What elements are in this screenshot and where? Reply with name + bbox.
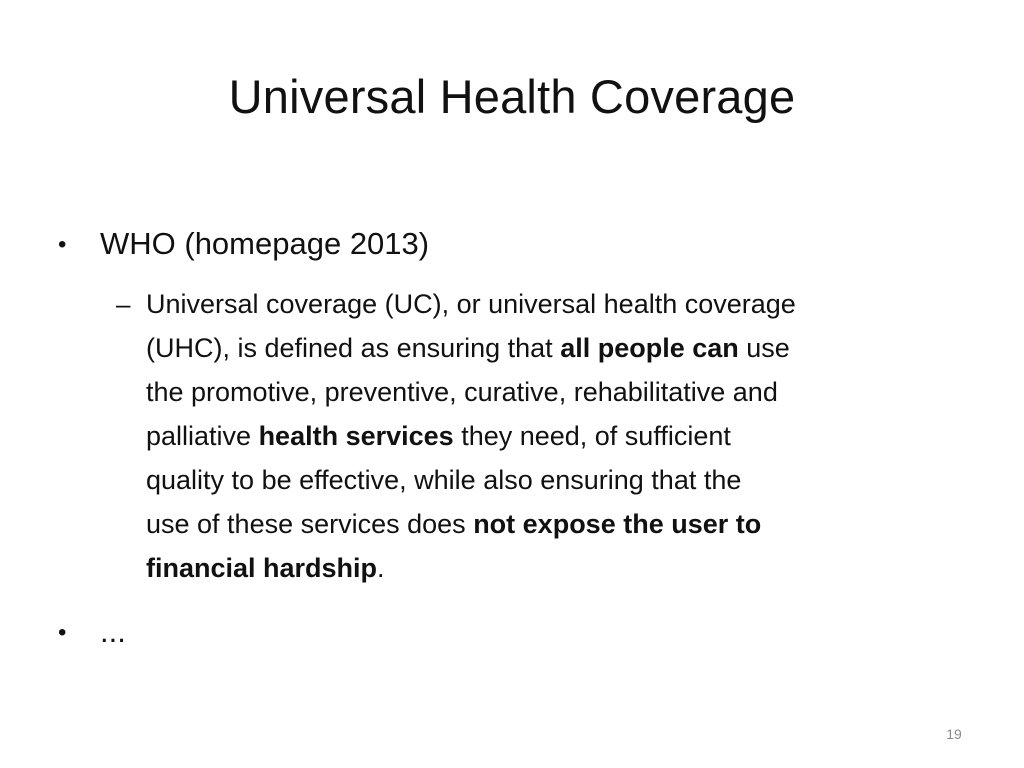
bullet-who xyxy=(58,224,429,265)
sub-bullet-marker: – xyxy=(116,289,131,319)
bullet-ellipsis-text: ... xyxy=(100,614,126,649)
paragraph-line xyxy=(146,414,1006,458)
paragraph-line xyxy=(146,502,1006,546)
paragraph-text: quality to be effective, while also ensuring that the xyxy=(146,465,742,495)
paragraph-text: use of these services does xyxy=(146,509,474,539)
bullet-marker: • xyxy=(58,619,67,646)
paragraph-line xyxy=(146,458,1006,502)
paragraph-text: palliative xyxy=(146,421,259,451)
uhc-definition-paragraph xyxy=(146,282,1006,590)
bullet-marker: • xyxy=(58,231,67,258)
paragraph-text: use xyxy=(738,333,790,363)
paragraph-text: . xyxy=(377,553,385,583)
paragraph-text: (UHC), is defined as ensuring that xyxy=(146,333,561,363)
emphasis-text: financial hardship xyxy=(146,553,378,583)
paragraph-line xyxy=(146,370,1006,414)
slide-title: Universal Health Coverage xyxy=(228,70,796,123)
emphasis-text: health services xyxy=(258,421,454,451)
paragraph-line xyxy=(146,546,1006,590)
paragraph-text: the promotive, preventive, curative, rehabilitative and xyxy=(146,377,778,407)
page-number: 19 xyxy=(946,726,962,742)
bullet-ellipsis xyxy=(58,612,126,653)
paragraph-text: Universal coverage (UC), or universal health coverage xyxy=(146,289,796,319)
bullet-who-text: WHO (homepage 2013) xyxy=(100,226,430,261)
paragraph-line xyxy=(146,282,1006,326)
paragraph-text: they need, of sufficient xyxy=(453,421,731,451)
emphasis-text: all people can xyxy=(560,333,739,363)
emphasis-text: not expose the user to xyxy=(473,509,762,539)
paragraph-line xyxy=(146,326,1006,370)
